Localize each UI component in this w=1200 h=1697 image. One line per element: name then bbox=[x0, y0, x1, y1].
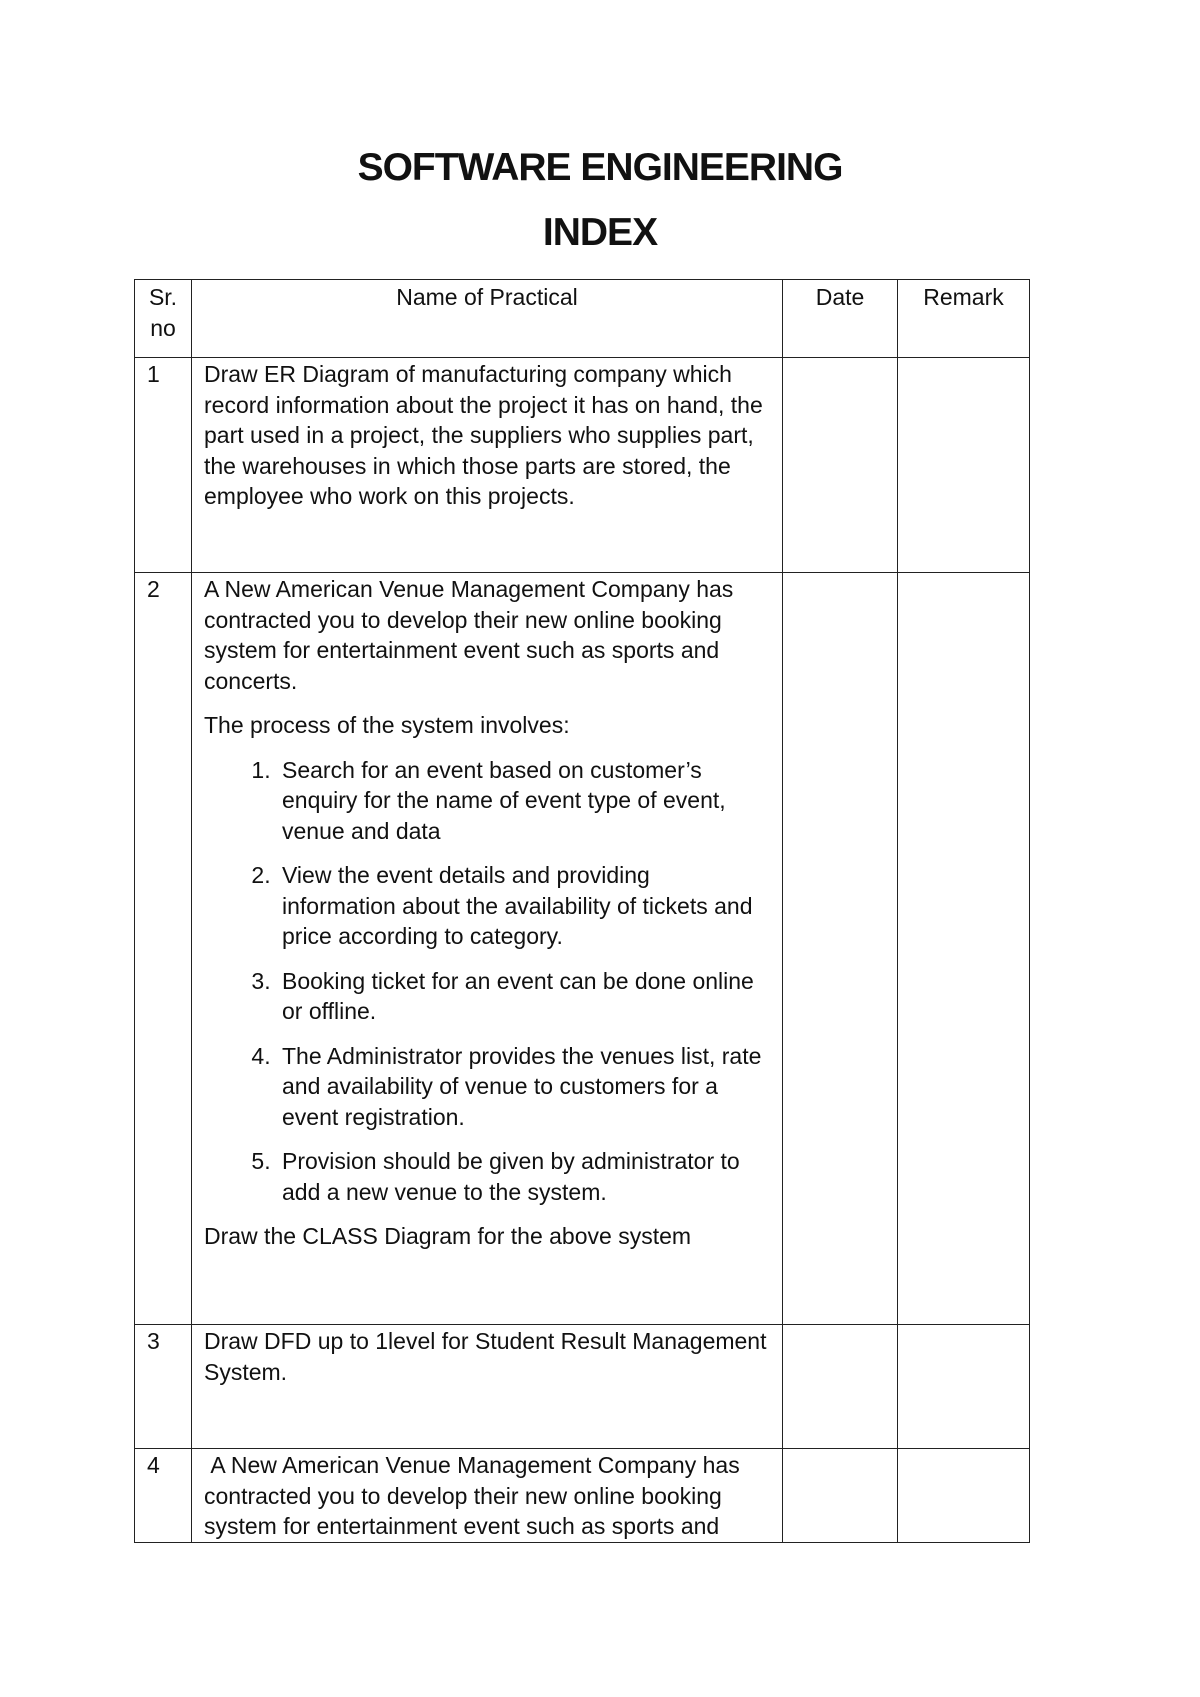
practical-description: Draw ER Diagram of manufacturing company which record information about the project it has on hand, the part used in a project, the suppliers who supplies part, the warehouses in which those parts are stored, the employee who work on this projects. bbox=[192, 358, 783, 573]
row-sr-number: 3 bbox=[135, 1325, 192, 1449]
process-step: 2. View the event details and providing information about the availability of tickets and price according to category. bbox=[277, 860, 768, 952]
process-heading: The process of the system involves: bbox=[204, 712, 570, 738]
header-sr-no: Sr. no bbox=[135, 280, 192, 358]
header-remark: Remark bbox=[898, 280, 1030, 358]
table-row bbox=[135, 573, 1030, 1325]
process-step: 5. Provision should be given by administrator to add a new venue to the system. bbox=[277, 1146, 768, 1207]
table-row bbox=[135, 358, 1030, 573]
date-cell bbox=[783, 573, 898, 1325]
remark-cell bbox=[898, 1449, 1030, 1543]
process-step: 3. Booking ticket for an event can be done online or offline. bbox=[277, 966, 768, 1027]
date-cell bbox=[783, 1449, 898, 1543]
practical-closing: Draw the CLASS Diagram for the above system bbox=[204, 1223, 692, 1249]
date-cell bbox=[783, 1325, 898, 1449]
document-subtitle: INDEX bbox=[542, 211, 658, 254]
document-title: SOFTWARE ENGINEERING bbox=[357, 146, 843, 189]
header-date: Date bbox=[783, 280, 898, 358]
table-row bbox=[135, 1449, 1030, 1543]
practical-description: Draw DFD up to 1level for Student Result Management System. bbox=[192, 1325, 783, 1449]
remark-cell bbox=[898, 1325, 1030, 1449]
process-step: 4. The Administrator provides the venues list, rate and availability of venue to customers for a event registration. bbox=[277, 1041, 768, 1133]
practical-intro: A New American Venue Management Company has contracted you to develop their new online booking system for entertainment event such as sports and concerts. bbox=[204, 576, 734, 694]
date-cell bbox=[783, 358, 898, 573]
practical-index-table bbox=[134, 279, 1030, 1543]
process-steps-list bbox=[204, 755, 768, 1208]
row-sr-number: 4 bbox=[135, 1449, 192, 1543]
row-sr-number: 1 bbox=[135, 358, 192, 573]
process-step: 1. Search for an event based on customer’s enquiry for the name of event type of event, venue and data bbox=[277, 755, 768, 847]
table-header-row bbox=[135, 280, 1030, 358]
remark-cell bbox=[898, 358, 1030, 573]
row-sr-number: 2 bbox=[135, 573, 192, 1325]
practical-description bbox=[192, 573, 783, 1325]
practical-description: A New American Venue Management Company has contracted you to develop their new online booking system for entertainment event such as sports and bbox=[192, 1449, 783, 1543]
table-row bbox=[135, 1325, 1030, 1449]
remark-cell bbox=[898, 573, 1030, 1325]
header-name-of-practical: Name of Practical bbox=[192, 280, 783, 358]
